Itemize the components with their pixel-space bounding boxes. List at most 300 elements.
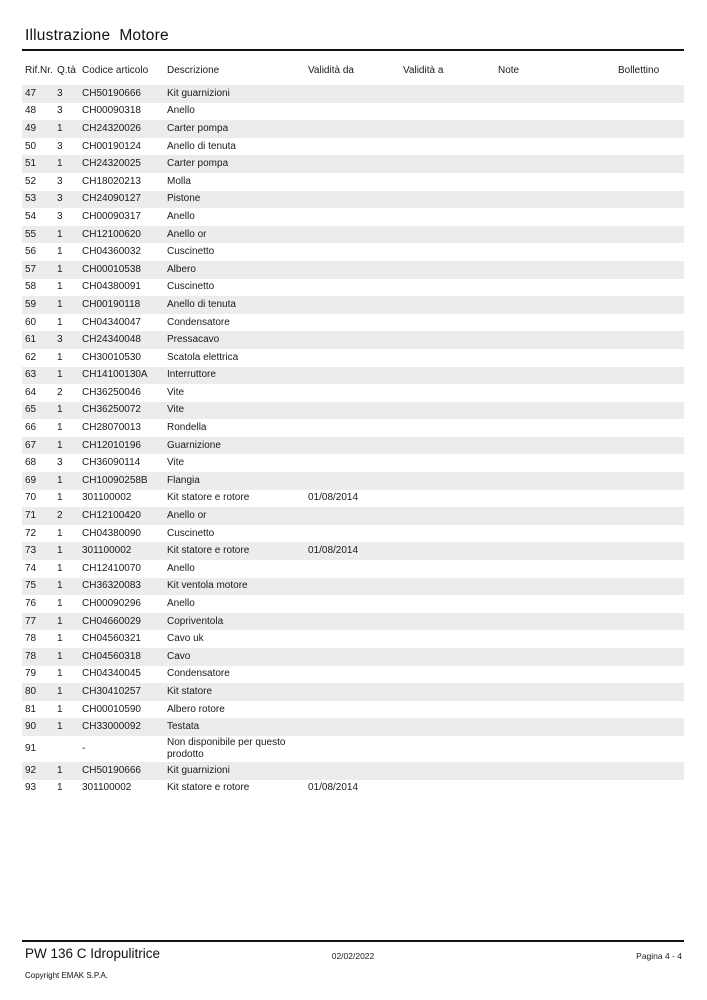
table-row [22, 595, 684, 613]
cell-rif: 60 [25, 316, 37, 328]
cell-qty: 1 [57, 703, 63, 715]
cell-valid-from [308, 568, 403, 570]
cell-code: CH00190118 [82, 298, 141, 310]
footer-rule [22, 940, 684, 942]
cell-code: CH00010538 [82, 263, 141, 275]
cell-desc: Non disponibile per questo prodotto [167, 736, 286, 760]
cell-valid-from [308, 304, 403, 306]
cell-valid-to [403, 603, 498, 605]
cell-rif: 76 [25, 598, 37, 610]
table-body [22, 85, 684, 797]
table-row [22, 736, 684, 762]
cell-code: CH12010196 [82, 439, 141, 451]
cell-rif: 68 [25, 457, 37, 469]
cell-desc: Cuscinetto [167, 281, 215, 293]
cell-note [498, 304, 618, 306]
cell-valid-from [308, 621, 403, 623]
cell-code: CH00010590 [82, 703, 141, 715]
cell-code: CH12410070 [82, 562, 141, 574]
cell-valid-to [403, 550, 498, 552]
cell-valid-to [403, 198, 498, 200]
cell-rif: 52 [25, 175, 37, 187]
table-row [22, 780, 684, 798]
cell-bulletin [618, 216, 684, 218]
cell-desc: Albero rotore [167, 703, 225, 715]
cell-qty: 3 [57, 457, 63, 469]
table-row [22, 85, 684, 103]
cell-qty: 1 [57, 158, 63, 170]
cell-qty: 1 [57, 369, 63, 381]
cell-note [498, 286, 618, 288]
cell-code: CH00090296 [82, 598, 141, 610]
cell-valid-to [403, 427, 498, 429]
cell-valid-to [403, 181, 498, 183]
cell-note [498, 462, 618, 464]
cell-note [498, 374, 618, 376]
cell-desc: Anello [167, 210, 195, 222]
cell-desc: Anello [167, 598, 195, 610]
cell-qty: 3 [57, 334, 63, 346]
cell-qty: 1 [57, 764, 63, 776]
cell-bulletin [618, 550, 684, 552]
cell-note [498, 709, 618, 711]
cell-bulletin [618, 322, 684, 324]
cell-note [498, 234, 618, 236]
cell-desc: Copriventola [167, 615, 224, 627]
table-row [22, 762, 684, 780]
cell-valid-to [403, 304, 498, 306]
cell-desc: Kit guarnizioni [167, 764, 230, 776]
table-row [22, 454, 684, 472]
page-title: Illustrazione Motore [25, 27, 169, 44]
cell-rif: 78 [25, 633, 37, 645]
cell-desc: Rondella [167, 422, 207, 434]
cell-code: CH33000092 [82, 721, 141, 733]
cell-note [498, 515, 618, 517]
cell-bulletin [618, 638, 684, 640]
cell-valid-from [308, 269, 403, 271]
cell-desc: Anello or [167, 510, 207, 522]
cell-code: CH04380091 [82, 281, 141, 293]
cell-desc: Kit statore e rotore [167, 492, 250, 504]
cell-bulletin [618, 93, 684, 95]
cell-valid-from [308, 392, 403, 394]
cell-desc: Condensatore [167, 316, 230, 328]
cell-note [498, 480, 618, 482]
cell-note [498, 445, 618, 447]
cell-code: CH24320025 [82, 158, 141, 170]
table-row [22, 243, 684, 261]
cell-code: CH00090317 [82, 210, 141, 222]
cell-desc: Anello di tenuta [167, 298, 236, 310]
table-row [22, 507, 684, 525]
cell-valid-from [308, 374, 403, 376]
cell-code: CH12100420 [82, 510, 141, 522]
table-row [22, 419, 684, 437]
cell-valid-from [308, 445, 403, 447]
cell-desc: Anello [167, 105, 195, 117]
cell-bulletin [618, 787, 684, 789]
cell-qty: 1 [57, 685, 63, 697]
cell-valid-from [308, 110, 403, 112]
cell-qty: 3 [57, 193, 63, 205]
cell-valid-from [308, 726, 403, 728]
table-row [22, 367, 684, 385]
cell-desc: Flangia [167, 474, 200, 486]
cell-valid-from [308, 409, 403, 411]
table-row [22, 666, 684, 684]
column-header-valid-from: Validità da [308, 65, 354, 76]
cell-bulletin [618, 427, 684, 429]
cell-bulletin [618, 286, 684, 288]
cell-qty: 1 [57, 650, 63, 662]
cell-desc: Interruttore [167, 369, 216, 381]
cell-desc: Carter pompa [167, 158, 229, 170]
cell-note [498, 409, 618, 411]
cell-valid-from [308, 146, 403, 148]
cell-desc: Cuscinetto [167, 527, 215, 539]
cell-qty: 1 [57, 492, 63, 504]
cell-bulletin [618, 709, 684, 711]
table-row [22, 490, 684, 508]
product-name: PW 136 C Idropulitrice [25, 946, 161, 961]
cell-valid-to [403, 480, 498, 482]
cell-code: CH36250072 [82, 404, 141, 416]
cell-qty: 1 [57, 439, 63, 451]
cell-valid-to [403, 269, 498, 271]
cell-bulletin [618, 128, 684, 130]
cell-valid-to [403, 374, 498, 376]
cell-qty: 1 [57, 316, 63, 328]
cell-valid-to [403, 322, 498, 324]
table-row [22, 630, 684, 648]
cell-note [498, 198, 618, 200]
cell-valid-to [403, 251, 498, 253]
cell-bulletin [618, 462, 684, 464]
cell-bulletin [618, 409, 684, 411]
cell-note [498, 787, 618, 789]
cell-valid-from [308, 163, 403, 165]
cell-rif: 55 [25, 228, 37, 240]
cell-bulletin [618, 568, 684, 570]
cell-note [498, 269, 618, 271]
cell-code: CH00190124 [82, 140, 141, 152]
cell-valid-to [403, 445, 498, 447]
cell-rif: 58 [25, 281, 37, 293]
cell-valid-to [403, 392, 498, 394]
cell-bulletin [618, 497, 684, 499]
cell-rif: 69 [25, 474, 37, 486]
cell-qty: 1 [57, 351, 63, 363]
cell-bulletin [618, 374, 684, 376]
cell-valid-to [403, 533, 498, 535]
cell-valid-to [403, 497, 498, 499]
cell-valid-from [308, 673, 403, 675]
cell-desc: Vite [167, 386, 185, 398]
cell-valid-from [308, 585, 403, 587]
cell-code: CH04340045 [82, 668, 141, 680]
cell-note [498, 621, 618, 623]
cell-note [498, 427, 618, 429]
cell-valid-from [308, 322, 403, 324]
cell-desc: Testata [167, 721, 200, 733]
copyright: Copyright EMAK S.P.A. [25, 971, 108, 980]
cell-rif: 70 [25, 492, 37, 504]
cell-note [498, 497, 618, 499]
column-header-bulletin: Bollettino [618, 65, 660, 76]
cell-rif: 72 [25, 527, 37, 539]
cell-rif: 61 [25, 334, 37, 346]
cell-qty: 1 [57, 404, 63, 416]
cell-code: CH36090114 [82, 457, 141, 469]
cell-valid-to [403, 673, 498, 675]
cell-desc: Kit statore e rotore [167, 782, 250, 794]
cell-qty: 3 [57, 105, 63, 117]
table-row [22, 683, 684, 701]
cell-code: CH36250046 [82, 386, 141, 398]
cell-bulletin [618, 770, 684, 772]
table-row [22, 191, 684, 209]
cell-qty: 2 [57, 510, 63, 522]
cell-bulletin [618, 445, 684, 447]
title-rule [22, 49, 684, 51]
cell-desc: Kit guarnizioni [167, 87, 230, 99]
cell-rif: 77 [25, 615, 37, 627]
cell-rif: 74 [25, 562, 37, 574]
cell-desc: Pistone [167, 193, 201, 205]
cell-bulletin [618, 181, 684, 183]
cell-code: CH50190666 [82, 764, 141, 776]
cell-bulletin [618, 392, 684, 394]
cell-qty: 1 [57, 527, 63, 539]
page-content [22, 0, 684, 797]
cell-code: CH36320083 [82, 580, 141, 592]
cell-rif: 64 [25, 386, 37, 398]
cell-bulletin [618, 146, 684, 148]
cell-valid-to [403, 163, 498, 165]
cell-valid-from [308, 286, 403, 288]
cell-rif: 73 [25, 545, 37, 557]
cell-valid-from [308, 357, 403, 359]
column-header-note: Note [498, 65, 520, 76]
cell-valid-from [308, 462, 403, 464]
cell-desc: Cuscinetto [167, 246, 215, 258]
cell-rif: 90 [25, 721, 37, 733]
cell-bulletin [618, 234, 684, 236]
cell-bulletin [618, 533, 684, 535]
cell-code: - [82, 742, 86, 754]
table-row [22, 384, 684, 402]
cell-valid-to [403, 621, 498, 623]
cell-qty: 1 [57, 668, 63, 680]
cell-note [498, 163, 618, 165]
table-row [22, 208, 684, 226]
cell-valid-to [403, 128, 498, 130]
cell-code: CH10090258B [82, 474, 148, 486]
cell-code: CH12100620 [82, 228, 141, 240]
cell-code: CH04560318 [82, 650, 141, 662]
table-row [22, 261, 684, 279]
cell-code: 301100002 [82, 545, 132, 557]
cell-qty: 1 [57, 246, 63, 258]
cell-qty: 3 [57, 175, 63, 187]
cell-rif: 65 [25, 404, 37, 416]
cell-note [498, 392, 618, 394]
cell-bulletin [618, 269, 684, 271]
cell-desc: Carter pompa [167, 122, 229, 134]
cell-code: CH30010530 [82, 351, 141, 363]
table-row [22, 226, 684, 244]
cell-code: CH28070013 [82, 422, 141, 434]
cell-rif: 63 [25, 369, 37, 381]
cell-bulletin [618, 480, 684, 482]
cell-valid-to [403, 110, 498, 112]
cell-code: CH14100130A [82, 369, 148, 381]
table-row [22, 402, 684, 420]
cell-rif: 80 [25, 685, 37, 697]
cell-desc: Kit ventola motore [167, 580, 248, 592]
cell-valid-from: 01/08/2014 [308, 492, 359, 504]
table-row [22, 314, 684, 332]
cell-bulletin [618, 726, 684, 728]
cell-bulletin [618, 621, 684, 623]
cell-qty: 1 [57, 263, 63, 275]
cell-rif: 91 [25, 742, 37, 754]
cell-bulletin [618, 603, 684, 605]
cell-note [498, 550, 618, 552]
cell-desc: Scatola elettrica [167, 351, 239, 363]
cell-bulletin [618, 515, 684, 517]
cell-rif: 47 [25, 87, 37, 99]
cell-note [498, 251, 618, 253]
cell-valid-from: 01/08/2014 [308, 782, 359, 794]
column-header-code: Codice articolo [82, 65, 149, 76]
cell-rif: 59 [25, 298, 37, 310]
column-header-rif: Rif.Nr. [25, 65, 53, 76]
cell-valid-from [308, 638, 403, 640]
table-row [22, 613, 684, 631]
cell-code: CH24340048 [82, 334, 141, 346]
table-row [22, 718, 684, 736]
cell-bulletin [618, 673, 684, 675]
cell-bulletin [618, 198, 684, 200]
cell-rif: 50 [25, 140, 37, 152]
cell-note [498, 603, 618, 605]
cell-desc: Cavo uk [167, 633, 204, 645]
cell-bulletin [618, 585, 684, 587]
cell-note [498, 93, 618, 95]
cell-qty: 2 [57, 386, 63, 398]
cell-valid-from [308, 515, 403, 517]
table-row [22, 349, 684, 367]
cell-qty: 1 [57, 598, 63, 610]
cell-code: CH00090318 [82, 105, 141, 117]
cell-desc: Vite [167, 457, 185, 469]
cell-note [498, 568, 618, 570]
cell-note [498, 339, 618, 341]
cell-desc: Anello di tenuta [167, 140, 236, 152]
cell-valid-to [403, 726, 498, 728]
cell-valid-to [403, 146, 498, 148]
cell-rif: 54 [25, 210, 37, 222]
cell-bulletin [618, 748, 684, 750]
cell-valid-to [403, 638, 498, 640]
cell-note [498, 673, 618, 675]
cell-note [498, 691, 618, 693]
table-row [22, 560, 684, 578]
cell-qty [57, 748, 82, 750]
cell-qty: 1 [57, 721, 63, 733]
cell-qty: 1 [57, 545, 63, 557]
table-row [22, 472, 684, 490]
cell-valid-from [308, 603, 403, 605]
cell-rif: 93 [25, 782, 37, 794]
cell-qty: 1 [57, 615, 63, 627]
cell-desc: Pressacavo [167, 334, 220, 346]
cell-rif: 79 [25, 668, 37, 680]
cell-code: CH04360032 [82, 246, 141, 258]
cell-qty: 1 [57, 474, 63, 486]
footer-date: 02/02/2022 [331, 951, 375, 961]
cell-valid-to [403, 748, 498, 750]
cell-rif: 57 [25, 263, 37, 275]
cell-note [498, 638, 618, 640]
cell-rif: 48 [25, 105, 37, 117]
cell-valid-from [308, 234, 403, 236]
cell-valid-to [403, 286, 498, 288]
cell-valid-to [403, 234, 498, 236]
cell-note [498, 533, 618, 535]
cell-valid-to [403, 691, 498, 693]
cell-qty: 1 [57, 122, 63, 134]
table-row [22, 296, 684, 314]
cell-code: CH04560321 [82, 633, 141, 645]
cell-rif: 67 [25, 439, 37, 451]
cell-note [498, 748, 618, 750]
cell-qty: 3 [57, 140, 63, 152]
cell-bulletin [618, 304, 684, 306]
table-row [22, 120, 684, 138]
cell-valid-from [308, 691, 403, 693]
table-row [22, 103, 684, 121]
column-header-valid-to: Validità a [403, 65, 444, 76]
cell-bulletin [618, 251, 684, 253]
cell-rif: 66 [25, 422, 37, 434]
cell-valid-from [308, 251, 403, 253]
cell-desc: Guarnizione [167, 439, 221, 451]
cell-valid-to [403, 787, 498, 789]
cell-valid-from [308, 339, 403, 341]
page-number: Pagina 4 - 4 [636, 951, 682, 961]
table-row [22, 173, 684, 191]
cell-rif: 81 [25, 703, 37, 715]
cell-valid-from [308, 748, 403, 750]
cell-valid-from [308, 533, 403, 535]
cell-rif: 51 [25, 158, 37, 170]
table-row [22, 279, 684, 297]
cell-desc: Condensatore [167, 668, 230, 680]
cell-qty: 1 [57, 580, 63, 592]
cell-desc: Albero [167, 263, 196, 275]
cell-note [498, 770, 618, 772]
cell-code: CH04340047 [82, 316, 141, 328]
table-row [22, 138, 684, 156]
cell-bulletin [618, 110, 684, 112]
cell-valid-from [308, 198, 403, 200]
cell-code: CH24090127 [82, 193, 141, 205]
cell-valid-to [403, 339, 498, 341]
cell-code: CH04380090 [82, 527, 141, 539]
